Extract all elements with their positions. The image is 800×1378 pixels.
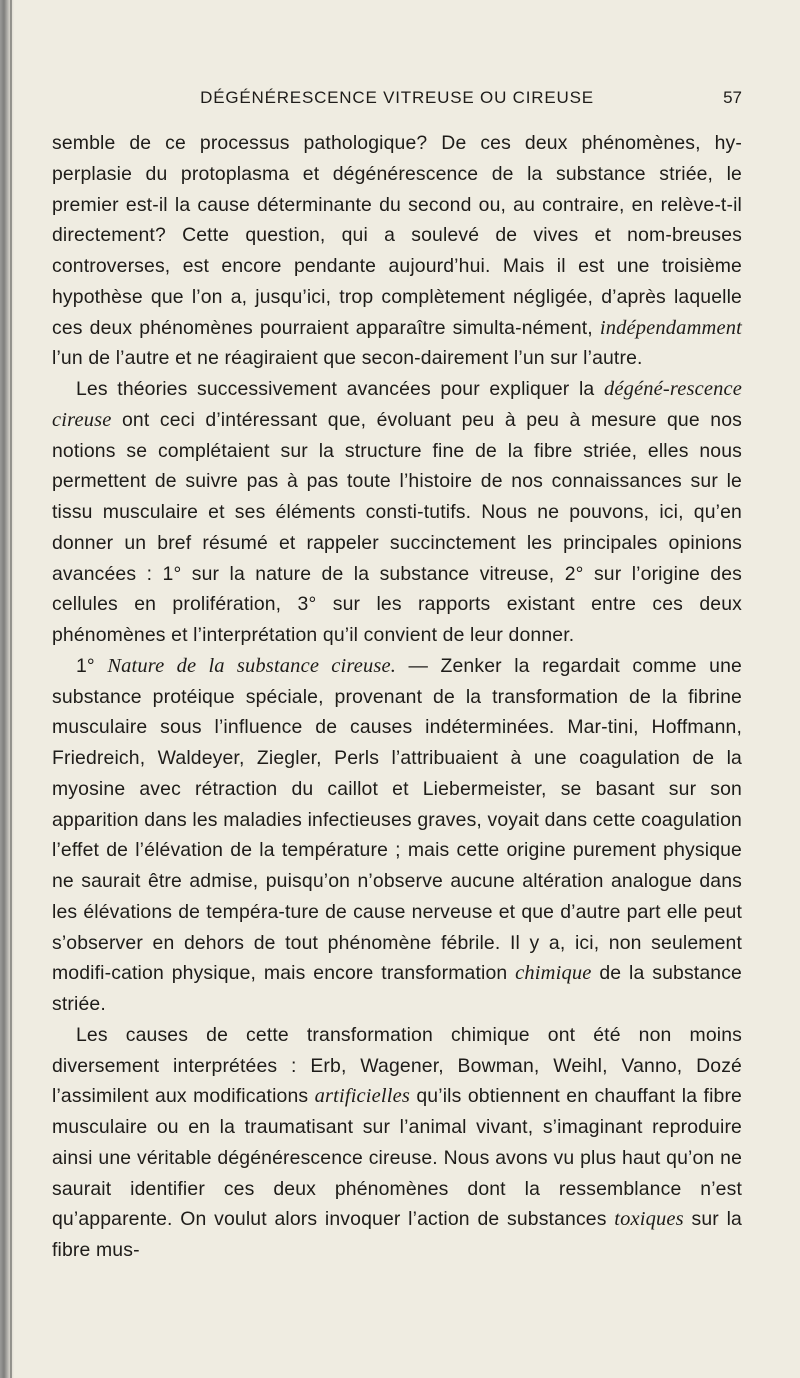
running-head — [52, 88, 742, 114]
paragraph — [52, 374, 742, 651]
italic-text: toxiques — [614, 1208, 684, 1231]
italic-text: indépendamment — [599, 316, 742, 339]
text-segment: 1° — [76, 654, 108, 677]
paragraph — [52, 1020, 742, 1266]
italic-text: artificielles — [314, 1085, 410, 1108]
text-segment: semble de ce processus pathologique? De ces deux phénomènes, hy-perplasie du protoplasma et dégénérescence de la substance striée, le premier est-il la cause déterminante du second ou, au contraire, en relève-t-il directement? Cette question, qui a soulevé de vives et nom-breuses controverses, est encore pendante aujourd’hui. Mais il est une troisième hypothèse que l’on a, jusqu’ici, trop complètement négligée, d’après laquelle ces deux phénomènes pourraient apparaître simulta-nément, — [52, 132, 742, 339]
text-segment: de la substance striée. — [52, 962, 742, 1015]
italic-text: dégéné-rescence cireuse — [52, 378, 742, 431]
italic-text: chimique — [515, 962, 592, 985]
text-segment: ont ceci d’intéressant que, évoluant peu à peu à mesure que nos notions se complétaient sur la structure fine de la fibre striée, elles nous permettent de suivre pas à pas toute l’histoire de nos connaissances sur le tissu musculaire et ses éléments consti-tutifs. Nous ne pouvons, ici, qu’en donner un bref résumé et rappeler succinctement les principales opinions avancées : 1° sur la nature de la substance vitreuse, 2° sur l’origine des cellules en prolifération, 3° sur les rapports existant entre ces deux phénomènes et l’interprétation qu’il convient de leur donner. — [52, 408, 742, 646]
text-segment: Les théories successivement avancées pour expliquer la — [76, 378, 604, 400]
paragraph — [52, 128, 742, 374]
body-text — [52, 128, 742, 1266]
italic-text: Nature de la substance cireuse. — [107, 654, 397, 677]
text-segment: qu’ils obtiennent en chauffant la fibre musculaire ou en la traumatisant sur l’animal vivant, s’imaginant reproduire ainsi une véritable dégénérescence cireuse. Nous avons vu plus haut qu’on ne saurait identifier ces deux phénomènes dont la ressemblance n’est qu’apparente. On voulut alors invoquer l’action de substances — [52, 1085, 742, 1231]
text-segment: — Zenker la regardait comme une substance protéique spéciale, provenant de la transformation de la fibrine musculaire sous l’influence de causes indéterminées. Mar-tini, Hoffmann, Friedreich, Waldeyer, Ziegler, Perls l’attribuaient à une coagulation de la myosine avec rétraction du caillot et Liebermeister, se basant sur son apparition dans les maladies infectieuses graves, voyait dans cette coagulation l’effet de l’élévation de la température ; mais cette origine purement physique ne saurait être admise, puisqu’on n’observe aucune altération analogue dans les élévations de tempéra-ture de cause nerveuse et que d’autre part elle peut s’observer en dehors de tout phénomène fébrile. Il y a, ici, non seulement modifi-cation physique, mais encore transformation — [52, 654, 742, 985]
text-segment: Les causes de cette transformation chimique ont été non moins diversement interprétées : Erb, Wagener, Bowman, Weihl, Vanno, Dozé l’assimilent aux modifications — [52, 1023, 742, 1108]
page-number: 57 — [723, 88, 742, 107]
text-segment: l’un de l’autre et ne réagiraient que secon-dairement l’un sur l’autre. — [52, 347, 643, 370]
paragraph — [52, 651, 742, 1020]
gutter-edge — [10, 0, 12, 1378]
text-segment: sur la fibre mus- — [52, 1208, 742, 1261]
running-title: DÉGÉNÉRESCENCE VITREUSE OU CIREUSE — [200, 88, 594, 107]
